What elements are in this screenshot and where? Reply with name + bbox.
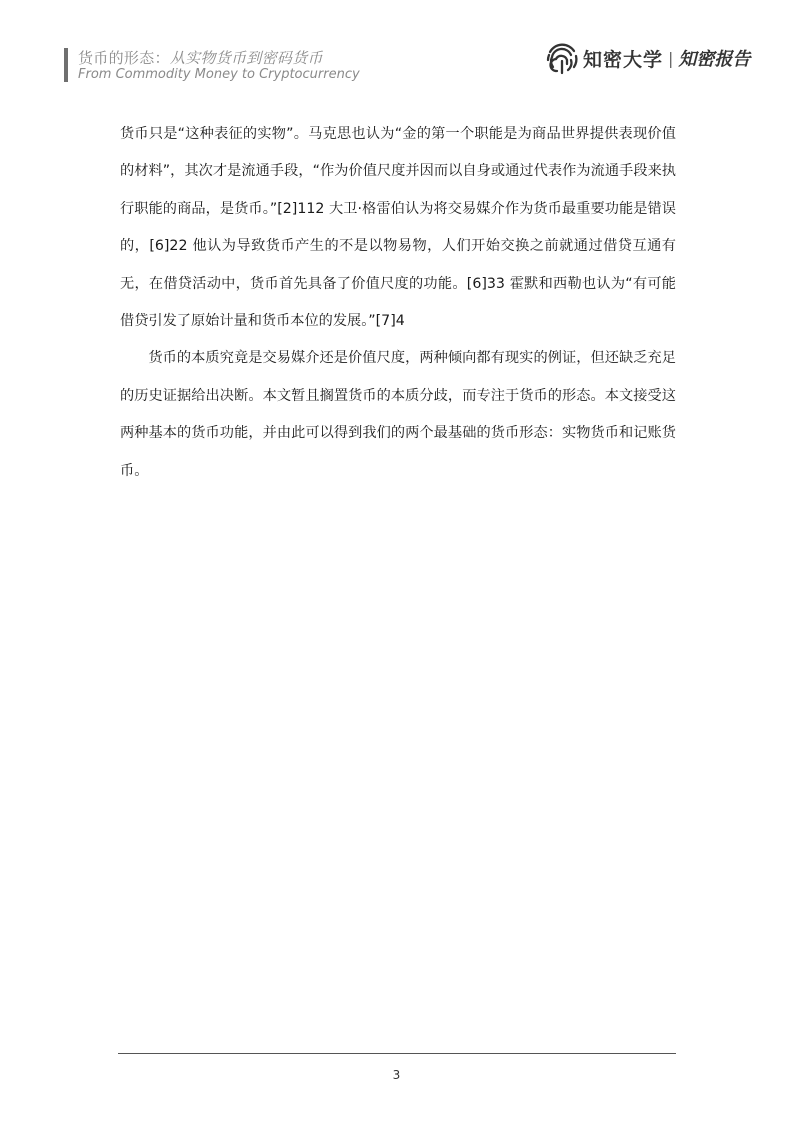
body-paragraph: 货币只是“这种表征的实物”。马克思也认为“金的第一个职能是为商品世界提供表现价值的材料”，其次才是流通手段，“作为价值尺度并因而以自身或通过代表作为流通手段来执行职能的商品，是货币。”[2]112 大卫·格雷伯认为将交易媒介作为货币最重要功能是错误的，[6]22 他认为导致货币产生的不是以物易物，人们开始交换之前就通过借贷互通有无，在借贷活动中，货币首先具备了价值尺度的功能。[6]33 霍默和西勒也认为“有可能借贷引发了原始计量和货币本位的发展。”[7]4	[120, 126, 676, 330]
body-paragraph: 货币的本质究竟是交易媒介还是价值尺度，两种倾向都有现实的例证，但还缺乏充足的历史证据给出决断。本文暂且搁置货币的本质分歧，而专注于货币的形态。本文接受这两种基本的货币功能，并由此可以得到我们的两个最基础的货币形态：实物货币和记账货币。	[120, 350, 676, 479]
header-title-en: From Commodity Money to Cryptocurrency	[78, 67, 360, 82]
brand-report-label: 知密报告	[678, 49, 751, 70]
brand-separator: |	[668, 48, 674, 68]
page-number: 3	[392, 1068, 401, 1082]
header-accent-bar	[64, 48, 68, 82]
footer-divider	[118, 1053, 676, 1054]
header-title-cn-main: 货币的形态：	[78, 49, 170, 67]
header-title-cn	[78, 47, 323, 68]
body-content	[120, 116, 676, 490]
fingerprint-icon	[545, 40, 579, 76]
brand-name: 知密大学	[583, 48, 664, 71]
header-title-cn-sub: 从实物货币到密码货币	[169, 49, 323, 67]
brand-logo-block	[545, 38, 750, 78]
